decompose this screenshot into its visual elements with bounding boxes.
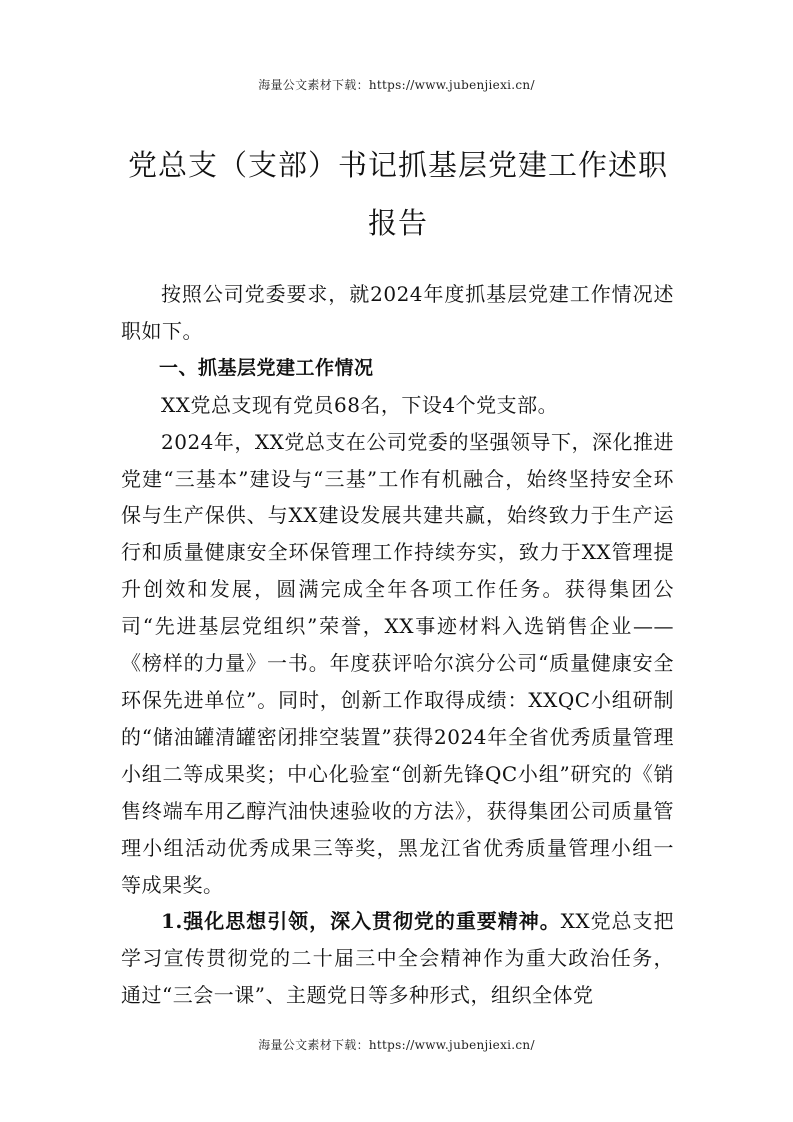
- members-paragraph: XX党总支现有党员68名，下设4个党支部。: [161, 392, 559, 417]
- section-heading-1: 一、抓基层党建工作情况: [159, 356, 374, 379]
- item-1-paragraph: [121, 903, 674, 1014]
- item-1-text: XX党总支把学习宣传贯彻党的二十届三中全会精神作为重大政治任务，通过“三会一课”、主题党日等多种形式，组织全体党: [121, 909, 674, 1008]
- footer-download-note: 海量公文素材下载：https://www.jubenjiexi.cn/: [258, 1038, 535, 1052]
- summary-paragraph: 2024年，XX党总支在公司党委的坚强领导下，深化推进党建“三基本”建设与“三基”工作有机融合，始终坚持安全环保与生产保供、与XX建设发展共建共赢，始终致力于生产运行和质量健康安全环保管理工作持续夯实，致力于XX管理提升创效和发展，圆满完成全年各项工作任务。获得集团公司“先进基层党组织”荣誉，XX事迹材料入选销售企业——《榜样的力量》一书。年度获评哈尔滨分公司“质量健康安全环保先进单位”。同时，创新工作取得成绩：XXQC小组研制的“储油罐清罐密闭排空装置”获得2024年全省优秀质量管理小组二等成果奖；中心化验室“创新先锋QC小组”研究的《销售终端车用乙醇汽油快速验收的方法》，获得集团公司质量管理小组活动优秀成果三等奖，黑龙江省优秀质量管理小组一等成果奖。: [121, 429, 674, 897]
- document-title: 党总支（支部）书记抓基层党建工作述职报告: [127, 148, 668, 240]
- item-1-lead: 1.强化思想引领，深入贯彻党的重要精神。: [161, 909, 561, 934]
- header-download-note: 海量公文素材下载：https://www.jubenjiexi.cn/: [258, 78, 535, 92]
- intro-paragraph: 按照公司党委要求，就2024年度抓基层党建工作情况述职如下。: [121, 282, 674, 343]
- document-body: [121, 276, 674, 1014]
